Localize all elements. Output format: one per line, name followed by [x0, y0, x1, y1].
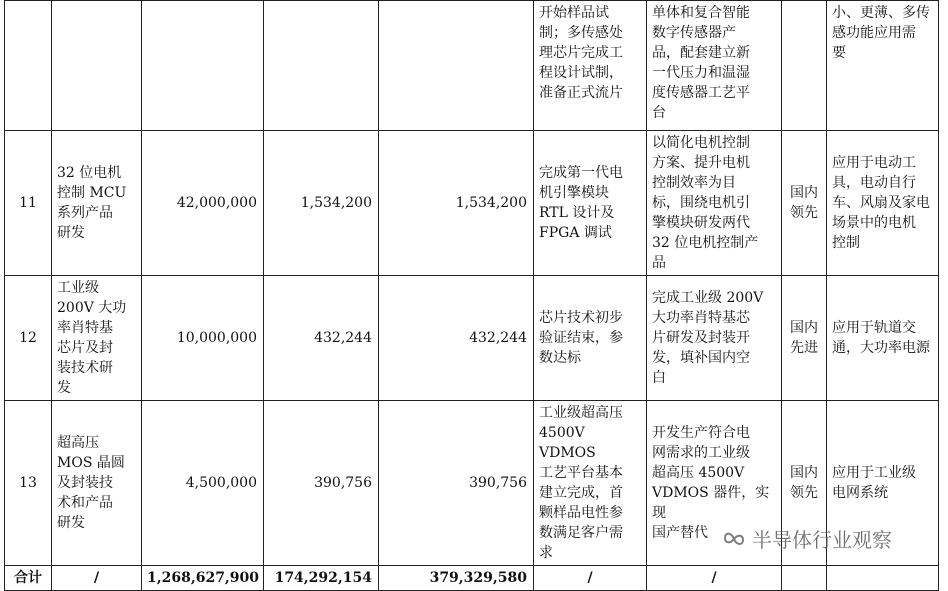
cell-goal: 完成工业级 200V 大功率肖特基芯 片研发及封装开 发，填补国内空 白	[647, 276, 782, 401]
cell-current-investment: 432,244	[264, 276, 379, 401]
cell-application: 小、更薄、多传 感功能应用需 要	[827, 1, 939, 131]
cell-tech-level: 国内 领先	[782, 131, 827, 276]
total-cumulative-investment: 379,329,580	[379, 566, 534, 591]
rd-projects-table	[4, 0, 939, 591]
cell-project-name: 32 位电机 控制 MCU 系列产品 研发	[52, 131, 142, 276]
total-label: 合计	[5, 566, 52, 591]
table-row	[5, 276, 939, 401]
cell-application: 应用于工业级 电网系统	[827, 401, 939, 566]
total-name: /	[52, 566, 142, 591]
total-budget: 1,268,627,900	[142, 566, 264, 591]
cell-budget	[142, 1, 264, 131]
cell-no: 13	[5, 401, 52, 566]
cell-tech-level: 国内 领先	[782, 401, 827, 566]
table-row	[5, 131, 939, 276]
cell-cumulative-investment: 390,756	[379, 401, 534, 566]
wechat-channel-icon	[722, 528, 746, 550]
cell-current-investment: 390,756	[264, 401, 379, 566]
cell-application: 应用于电动工 具，电动自行 车、风扇及家电 场景中的电机 控制	[827, 131, 939, 276]
total-row	[5, 566, 939, 591]
cell-budget: 4,500,000	[142, 401, 264, 566]
cell-cumulative-investment: 432,244	[379, 276, 534, 401]
cell-application: 应用于轨道交 通，大功率电源	[827, 276, 939, 401]
total-current-investment: 174,292,154	[264, 566, 379, 591]
cell-current-investment: 1,534,200	[264, 131, 379, 276]
cell-goal: 开发生产符合电 网需求的工业级 超高压 4500V VDMOS 器件，实现 国产替代	[647, 401, 782, 566]
cell-no: 11	[5, 131, 52, 276]
cell-project-name: 工业级 200V 大功 率肖特基 芯片及封 装技术研 发	[52, 276, 142, 401]
total-tech-level	[782, 566, 827, 591]
total-progress: /	[534, 566, 647, 591]
cell-progress: 芯片技术初步 验证结束，参 数达标	[534, 276, 647, 401]
watermark	[722, 524, 892, 553]
cell-no: 12	[5, 276, 52, 401]
cell-goal: 以简化电机控制 方案、提升电机 控制效率为目 标，围绕电机引 擎模块研发两代 32 位电机控制产 品	[647, 131, 782, 276]
cell-budget: 42,000,000	[142, 131, 264, 276]
total-application	[827, 566, 939, 591]
cell-no	[5, 1, 52, 131]
cell-progress: 完成第一代电 机引擎模块 RTL 设计及 FPGA 调试	[534, 131, 647, 276]
cell-goal: 单体和复合智能 数字传感器产 品，配套建立新 一代压力和温湿 度传感器工艺平 台	[647, 1, 782, 131]
cell-current-investment	[264, 1, 379, 131]
cell-progress: 工业级超高压 4500V VDMOS 工艺平台基本 建立完成，首 颗样品电性参 数满足客户需 求	[534, 401, 647, 566]
cell-cumulative-investment	[379, 1, 534, 131]
cell-project-name	[52, 1, 142, 131]
cell-cumulative-investment: 1,534,200	[379, 131, 534, 276]
table-row	[5, 1, 939, 131]
watermark-text: 半导体行业观察	[752, 528, 892, 552]
cell-tech-level: 国内 先进	[782, 276, 827, 401]
cell-budget: 10,000,000	[142, 276, 264, 401]
cell-tech-level	[782, 1, 827, 131]
cell-progress: 开始样品试 制；多传感处 理芯片完成工 程设计试制， 准备正式流片	[534, 1, 647, 131]
cell-project-name: 超高压 MOS 晶圆 及封装技 术和产品 研发	[52, 401, 142, 566]
total-goal: /	[647, 566, 782, 591]
